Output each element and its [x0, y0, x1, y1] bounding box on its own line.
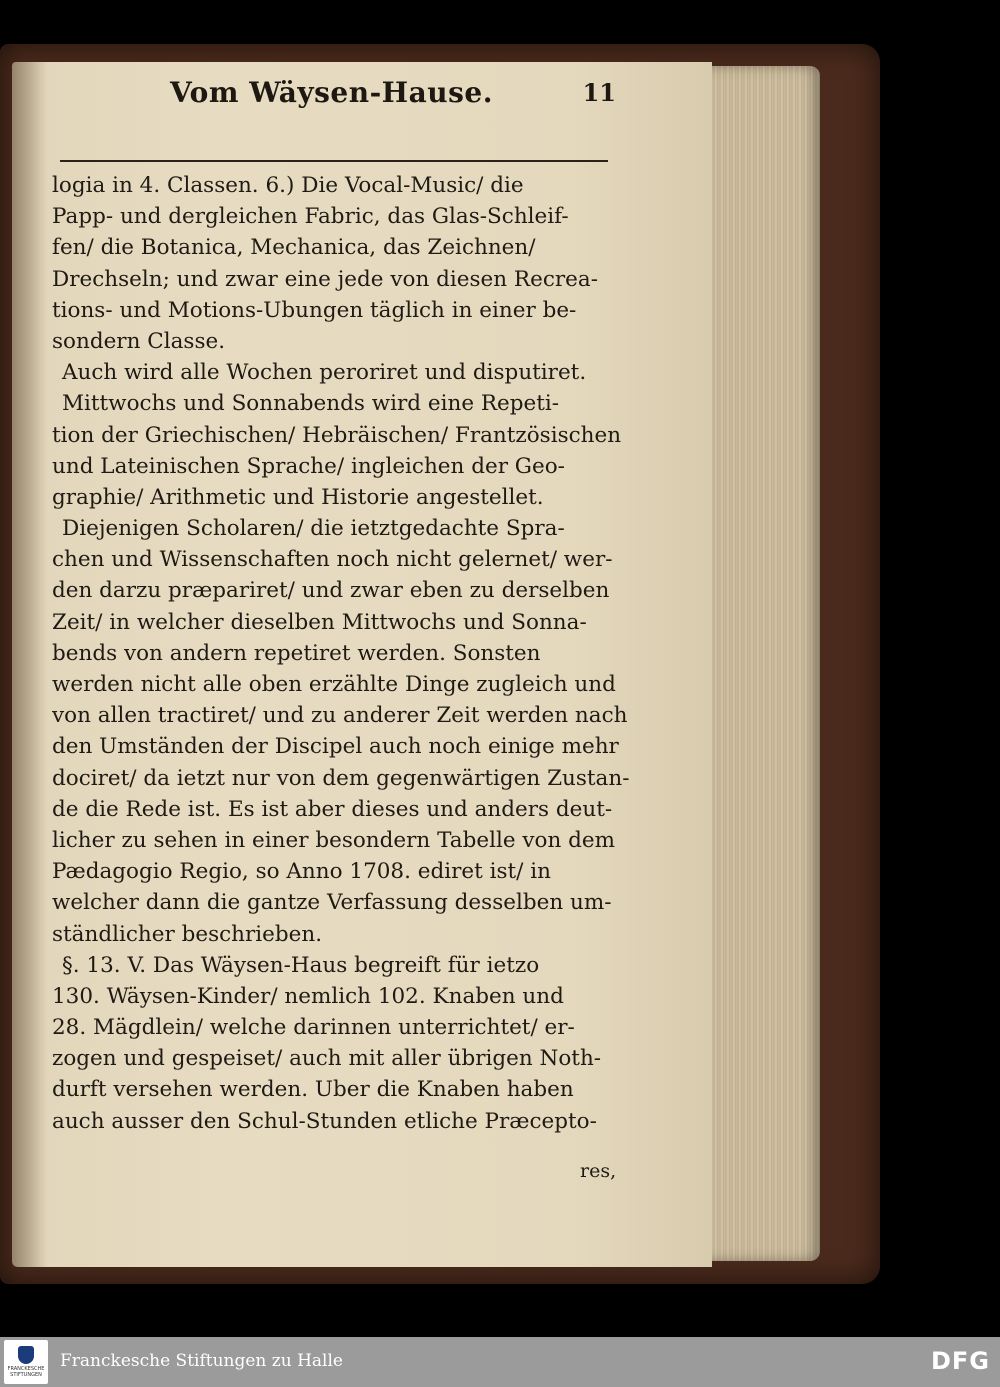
page-header — [60, 70, 620, 110]
text-line: werden nicht alle oben erzählte Dinge zugleich und — [52, 672, 616, 697]
logo-line: FRANCKESCHE — [7, 1366, 45, 1372]
text-line: chen und Wissenschaften noch nicht gelernet/ wer- — [52, 547, 613, 573]
text-line: welcher dann die gantze Verfassung desselben um- — [52, 890, 612, 916]
text-line: fen/ die Botanica, Mechanica, das Zeichnen/ — [52, 235, 536, 261]
text-line: den Umständen der Discipel auch noch einige mehr — [52, 734, 619, 760]
catchword: res, — [580, 1160, 617, 1182]
text-line: dociret/ da ietzt nur von dem gegenwärtigen Zustan- — [52, 765, 630, 791]
text-line: durft versehen werden. Uber die Knaben haben — [52, 1077, 574, 1103]
text-line: Auch wird alle Wochen peroriret und disputiret. — [62, 360, 587, 386]
text-line: auch ausser den Schul-Stunden etliche Præcepto- — [52, 1108, 597, 1134]
logo-line: STIFTUNGEN — [10, 1372, 42, 1378]
header-rule — [60, 160, 608, 162]
page-gutter — [12, 62, 48, 1267]
text-line: §. 13. V. Das Wäysen-Haus begreift für ietzo — [62, 952, 540, 978]
text-line: den darzu præpariret/ und zwar eben zu derselben — [52, 578, 610, 604]
text-line: de die Rede ist. Es ist aber dieses und anders deut- — [52, 796, 613, 822]
institution-logo — [4, 1340, 48, 1384]
viewer-footer — [0, 1337, 1000, 1387]
text-line: Pædagogio Regio, so Anno 1708. ediret ist/ in — [52, 859, 551, 885]
text-line: bends von andern repetiret werden. Sonsten — [52, 640, 541, 666]
text-line: zogen und gespeiset/ auch mit aller übrigen Noth- — [52, 1046, 602, 1072]
text-line: licher zu sehen in einer besondern Tabelle von dem — [52, 827, 616, 853]
text-line: Drechseln; und zwar eine jede von diesen Recrea- — [52, 266, 598, 292]
text-line: ständlicher beschrieben. — [52, 921, 323, 947]
page-edges — [700, 66, 820, 1261]
running-head: Vom Wäysen-Hause. — [170, 76, 493, 109]
text-line: Mittwochs und Sonnabends wird eine Repeti- — [62, 391, 560, 417]
eagle-icon — [18, 1346, 34, 1364]
page-number: 11 — [582, 78, 616, 107]
text-line: tion der Griechischen/ Hebräischen/ Frantzösischen — [52, 422, 622, 448]
text-line: graphie/ Arithmetic und Historie angestellet. — [52, 484, 544, 510]
text-line: logia in 4. Classen. 6.) Die Vocal-Music/ die — [52, 173, 524, 198]
text-line: sondern Classe. — [52, 328, 226, 354]
text-line: Zeit/ in welcher dieselben Mittwochs und Sonna- — [52, 609, 587, 635]
text-line: 28. Mägdlein/ welche darinnen unterrichtet/ er- — [52, 1015, 575, 1041]
text-line: Diejenigen Scholaren/ die ietztgedachte Spra- — [62, 516, 565, 542]
text-line: tions- und Motions-Ubungen täglich in einer be- — [52, 297, 577, 323]
text-line: Papp- und dergleichen Fabric, das Glas-Schleif- — [52, 204, 569, 230]
text-line: 130. Wäysen-Kinder/ nemlich 102. Knaben und — [52, 983, 564, 1009]
institution-name: Franckesche Stiftungen zu Halle — [60, 1351, 343, 1371]
dfg-logo: DFG — [930, 1347, 990, 1375]
text-line: von allen tractiret/ und zu anderer Zeit werden nach — [52, 703, 628, 729]
body-text — [52, 170, 632, 1137]
text-line: und Lateinischen Sprache/ ingleichen der Geo- — [52, 453, 565, 479]
